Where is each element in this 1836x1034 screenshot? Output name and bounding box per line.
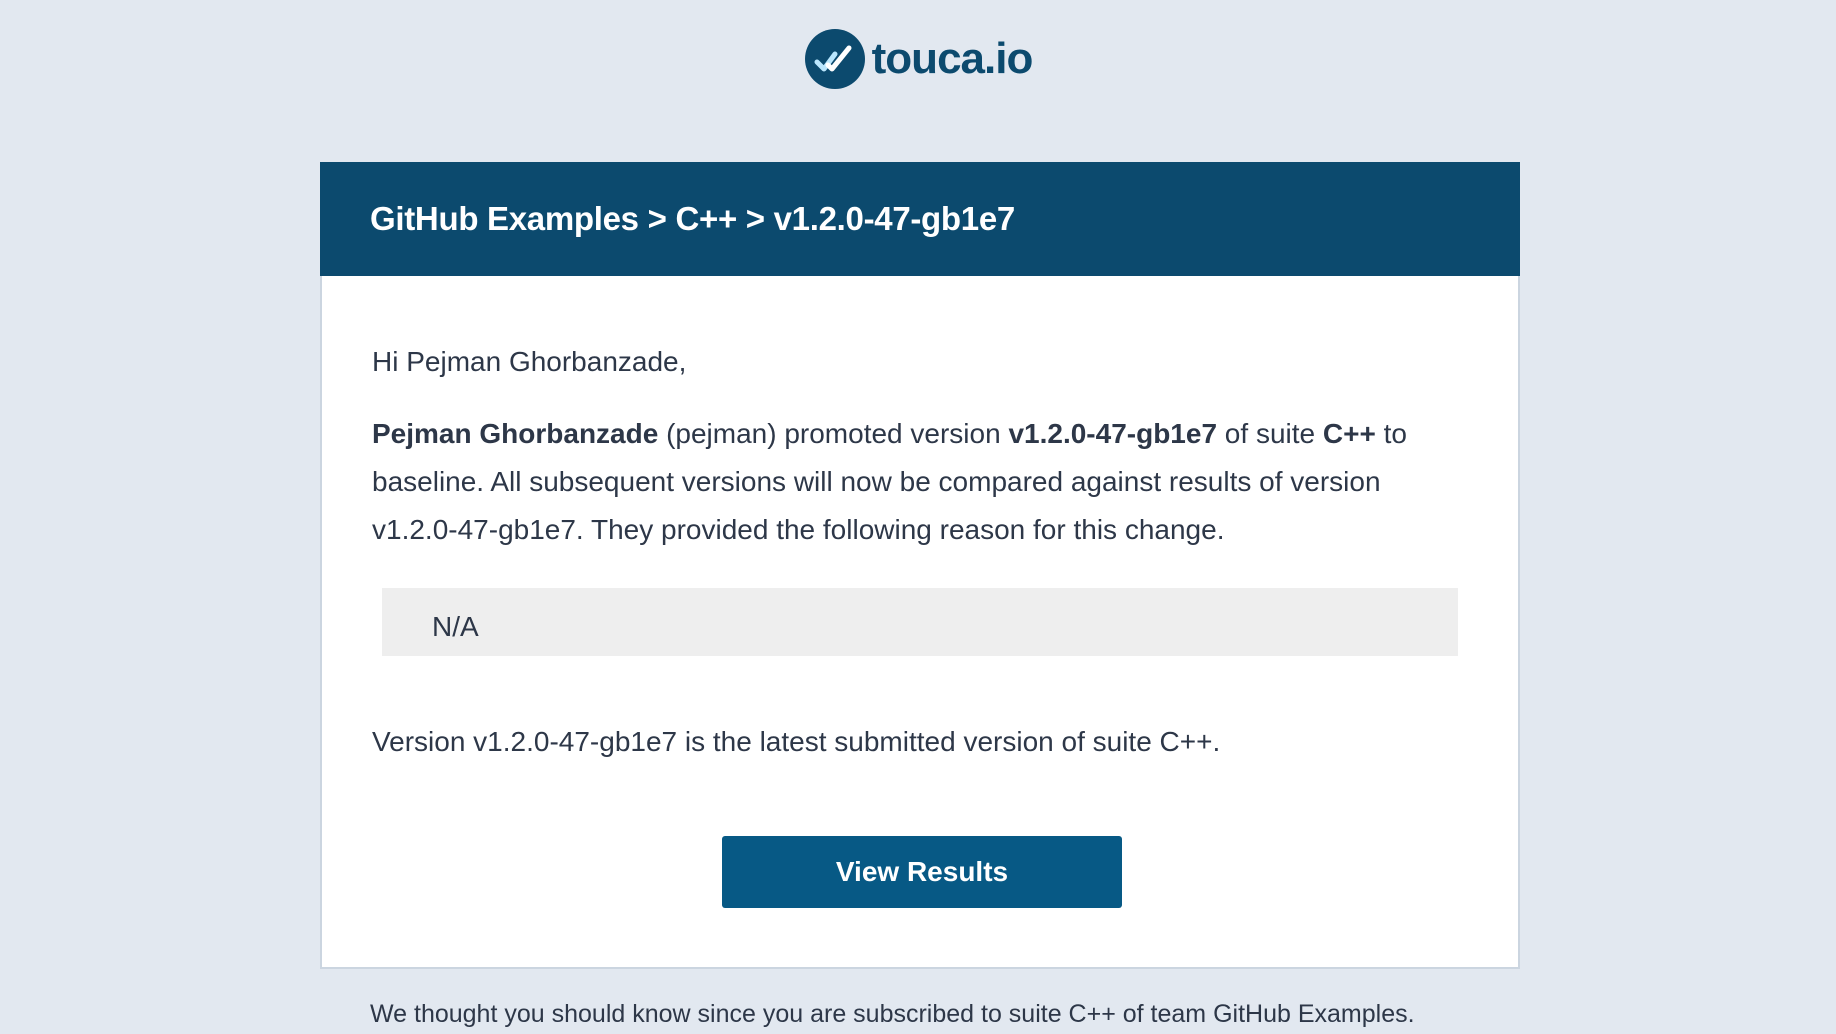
- card-header: [320, 162, 1520, 276]
- greeting-text: Hi Pejman Ghorbanzade,: [372, 346, 687, 377]
- brand-logo-group: [804, 28, 1033, 90]
- brand-logo: [0, 26, 1836, 92]
- breadcrumb: GitHub Examples > C++ > v1.2.0-47-gb1e7: [370, 200, 1015, 237]
- promoter-fullname: Pejman Ghorbanzade: [372, 418, 659, 449]
- promoted-version: v1.2.0-47-gb1e7: [1008, 418, 1218, 449]
- suite-name: C++: [1322, 418, 1376, 449]
- footer-text: We thought you should know since you are subscribed to suite C++ of team GitHub Examples.: [370, 1000, 1415, 1028]
- brand-name: touca.io: [871, 34, 1033, 83]
- view-results-button[interactable]: View Results: [722, 836, 1122, 908]
- reason-box: [382, 588, 1458, 656]
- latest-version-text: Version v1.2.0-47-gb1e7 is the latest submitted version of suite C++.: [372, 726, 1221, 757]
- promoter-username: (pejman): [666, 418, 777, 449]
- message-text-promoted: promoted version: [776, 418, 1009, 449]
- message-text-rest: to baseline. All subsequent versions will now be compared against results of version v1.2.0-47-gb1e7. They provided the following reason for this change.: [372, 418, 1407, 545]
- double-check-icon: [804, 28, 866, 90]
- message-text-of-suite: of suite: [1217, 418, 1323, 449]
- reason-text: N/A: [432, 611, 479, 642]
- notification-card: [320, 162, 1520, 969]
- promotion-message: [372, 410, 1422, 554]
